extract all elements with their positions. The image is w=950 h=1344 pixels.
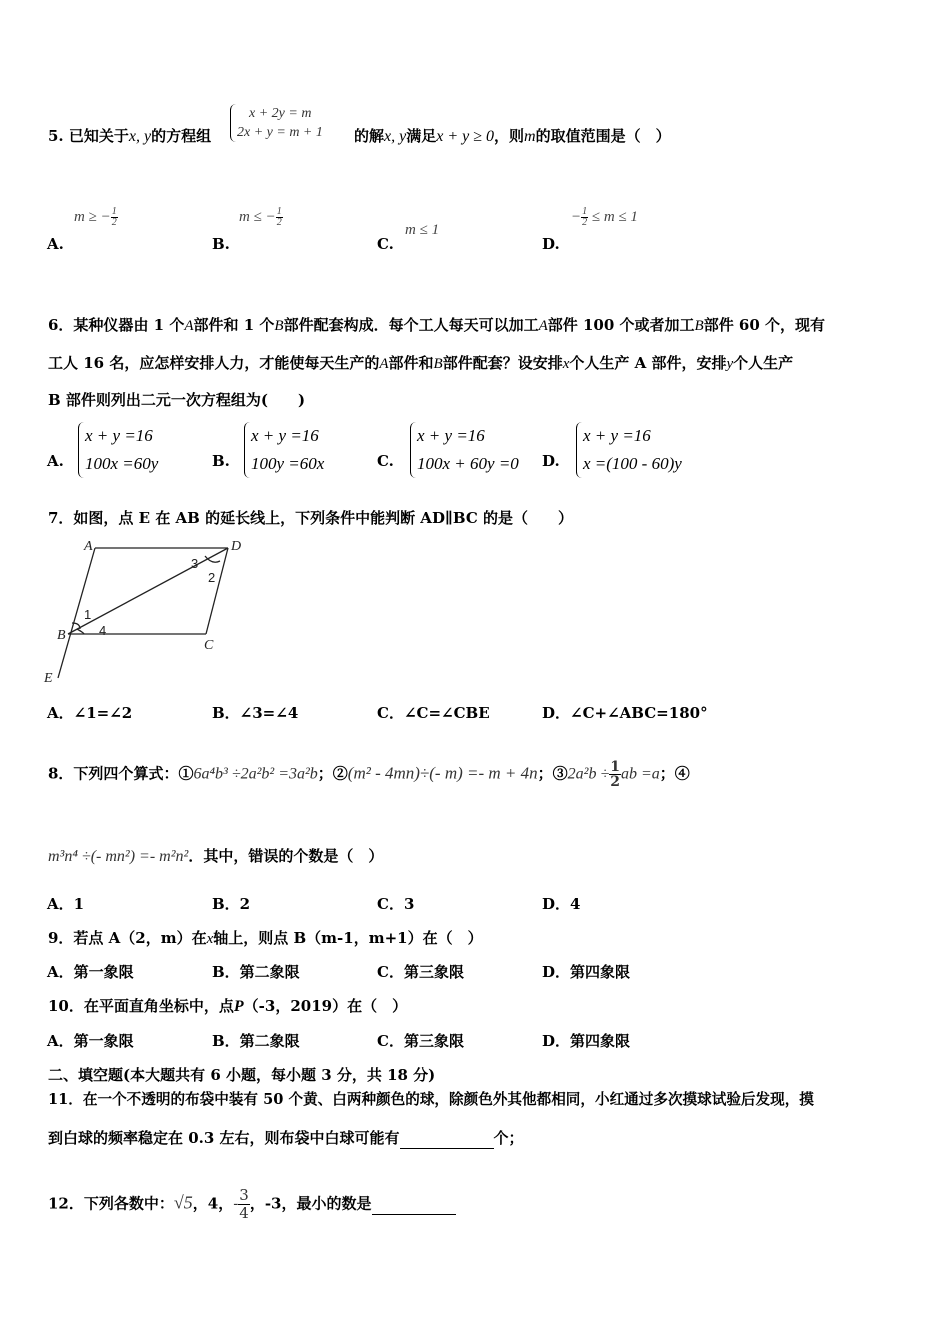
q5-option-c-math: m ≤ 1 bbox=[405, 222, 440, 238]
q8-option-b: B．2 bbox=[212, 895, 251, 913]
q8-option-d: D．4 bbox=[542, 895, 581, 913]
q6-option-a-system: x + y =16 100x =60y bbox=[78, 422, 158, 478]
angle-label-1: 1 bbox=[84, 607, 92, 622]
q6-option-c: C. bbox=[377, 452, 394, 470]
q7-option-c: C．∠C=∠CBE bbox=[377, 704, 490, 722]
angle-label-4: 4 bbox=[99, 623, 107, 638]
label-d: D bbox=[231, 539, 242, 554]
q9-stem: 9．若点 A（2，m）在x轴上，则点 B（m-1，m+1）在（ ） bbox=[48, 929, 483, 947]
q5-stem: 5. 已知关于x, y的方程组 bbox=[48, 127, 212, 145]
q5-option-c: C. bbox=[377, 235, 394, 253]
q9-option-d: D．第四象限 bbox=[542, 963, 631, 981]
q6-line3: B 部件则列出二元一次方程组为( ) bbox=[48, 391, 306, 409]
q6-option-b: B. bbox=[212, 452, 230, 470]
q7-stem: 7．如图，点 E 在 AB 的延长线上，下列条件中能判断 AD∥BC 的是（ ） bbox=[48, 509, 574, 527]
angle-label-2: 2 bbox=[208, 570, 216, 585]
q7-option-d: D．∠C+∠ABC=180° bbox=[542, 704, 708, 722]
q10-option-a: A．第一象限 bbox=[47, 1032, 134, 1050]
q11-line2: 到白球的频率稳定在 0.3 左右，则布袋中白球可能有 个； bbox=[48, 1129, 524, 1147]
angle-label-3: 3 bbox=[191, 556, 199, 571]
q9-option-a: A．第一象限 bbox=[47, 963, 134, 981]
q8-stem: 8．下列四个算式：①6a⁴b³ ÷2a²b² =3a²b；②(m² - 4mn)÷(- m) =- m + 4n；③2a²b ÷ $\frac{1}{2}$ ab =a；④ bbox=[48, 759, 690, 790]
label-e: E bbox=[44, 671, 53, 685]
q9-option-b: B．第二象限 bbox=[212, 963, 300, 981]
q8-option-c: C．3 bbox=[377, 895, 415, 913]
q7-figure bbox=[40, 535, 255, 685]
q6-option-d: D. bbox=[542, 452, 560, 470]
q5-option-a: A. bbox=[47, 235, 64, 253]
q10-stem: 10．在平面直角坐标中，点P（-3，2019）在（ ） bbox=[48, 997, 408, 1015]
q6-option-d-system: x + y =16 x =(100 - 60)y bbox=[576, 422, 682, 478]
q5-option-b: B. bbox=[212, 235, 230, 253]
q6-line1: 6．某种仪器由 1 个A部件和 1 个B部件配套构成．每个工人每天可以加工A部件 100 个或者加工B部件 60 个，现有 bbox=[48, 316, 826, 334]
q11-line1: 11．在一个不透明的布袋中装有 50 个黄、白两种颜色的球，除颜色外其他都相同，小红通过多次摸球试验后发现，摸 bbox=[48, 1091, 814, 1108]
q9-option-c: C．第三象限 bbox=[377, 963, 464, 981]
q10-option-b: B．第二象限 bbox=[212, 1032, 300, 1050]
q12-answer-blank[interactable] bbox=[372, 1194, 456, 1215]
q5-stem-cont: 的解x, y满足x + y ≥ 0，则m的取值范围是（ ） bbox=[354, 127, 671, 145]
q7-option-b: B．∠3=∠4 bbox=[212, 704, 299, 722]
q6-option-c-system: x + y =16 100x + 60y =0 bbox=[410, 422, 519, 478]
label-b: B bbox=[57, 628, 66, 643]
q10-option-d: D．第四象限 bbox=[542, 1032, 631, 1050]
q5-option-a-math: m ≥ − $\frac{1}{2}$ bbox=[74, 206, 117, 228]
q5-system: x + 2y = m 2x + y = m + 1 bbox=[230, 104, 323, 142]
q7-option-a: A．∠1=∠2 bbox=[47, 704, 133, 722]
section-2-heading: 二、填空题(本大题共有 6 小题，每小题 3 分，共 18 分) bbox=[48, 1066, 436, 1084]
q5-option-d-math: − $\frac{1}{2}$ ≤ m ≤ 1 bbox=[571, 206, 638, 228]
label-c: C bbox=[204, 638, 214, 653]
label-a: A bbox=[84, 539, 93, 554]
q11-answer-blank[interactable] bbox=[400, 1128, 494, 1149]
q12-stem: 12．下列各数中：√5，4，- $\frac{3}{4}$ ，-3，最小的数是 bbox=[48, 1187, 456, 1222]
q5-option-b-math: m ≤ − $\frac{1}{2}$ bbox=[239, 206, 282, 228]
q6-line2: 工人 16 名，应怎样安排人力，才能使每天生产的A部件和B部件配套？设安排x个人生产 A 部件，安排y个人生产 bbox=[48, 354, 794, 372]
q8-option-a: A．1 bbox=[47, 895, 85, 913]
q8-stem-line2: m³n⁴ ÷(- mn²) =- m²n²．其中，错误的个数是（ ） bbox=[48, 847, 384, 865]
q5-option-d: D. bbox=[542, 235, 560, 253]
q6-option-a: A. bbox=[47, 452, 64, 470]
q6-option-b-system: x + y =16 100y =60x bbox=[244, 422, 324, 478]
q10-option-c: C．第三象限 bbox=[377, 1032, 464, 1050]
angle-arc-b1 bbox=[77, 629, 84, 634]
